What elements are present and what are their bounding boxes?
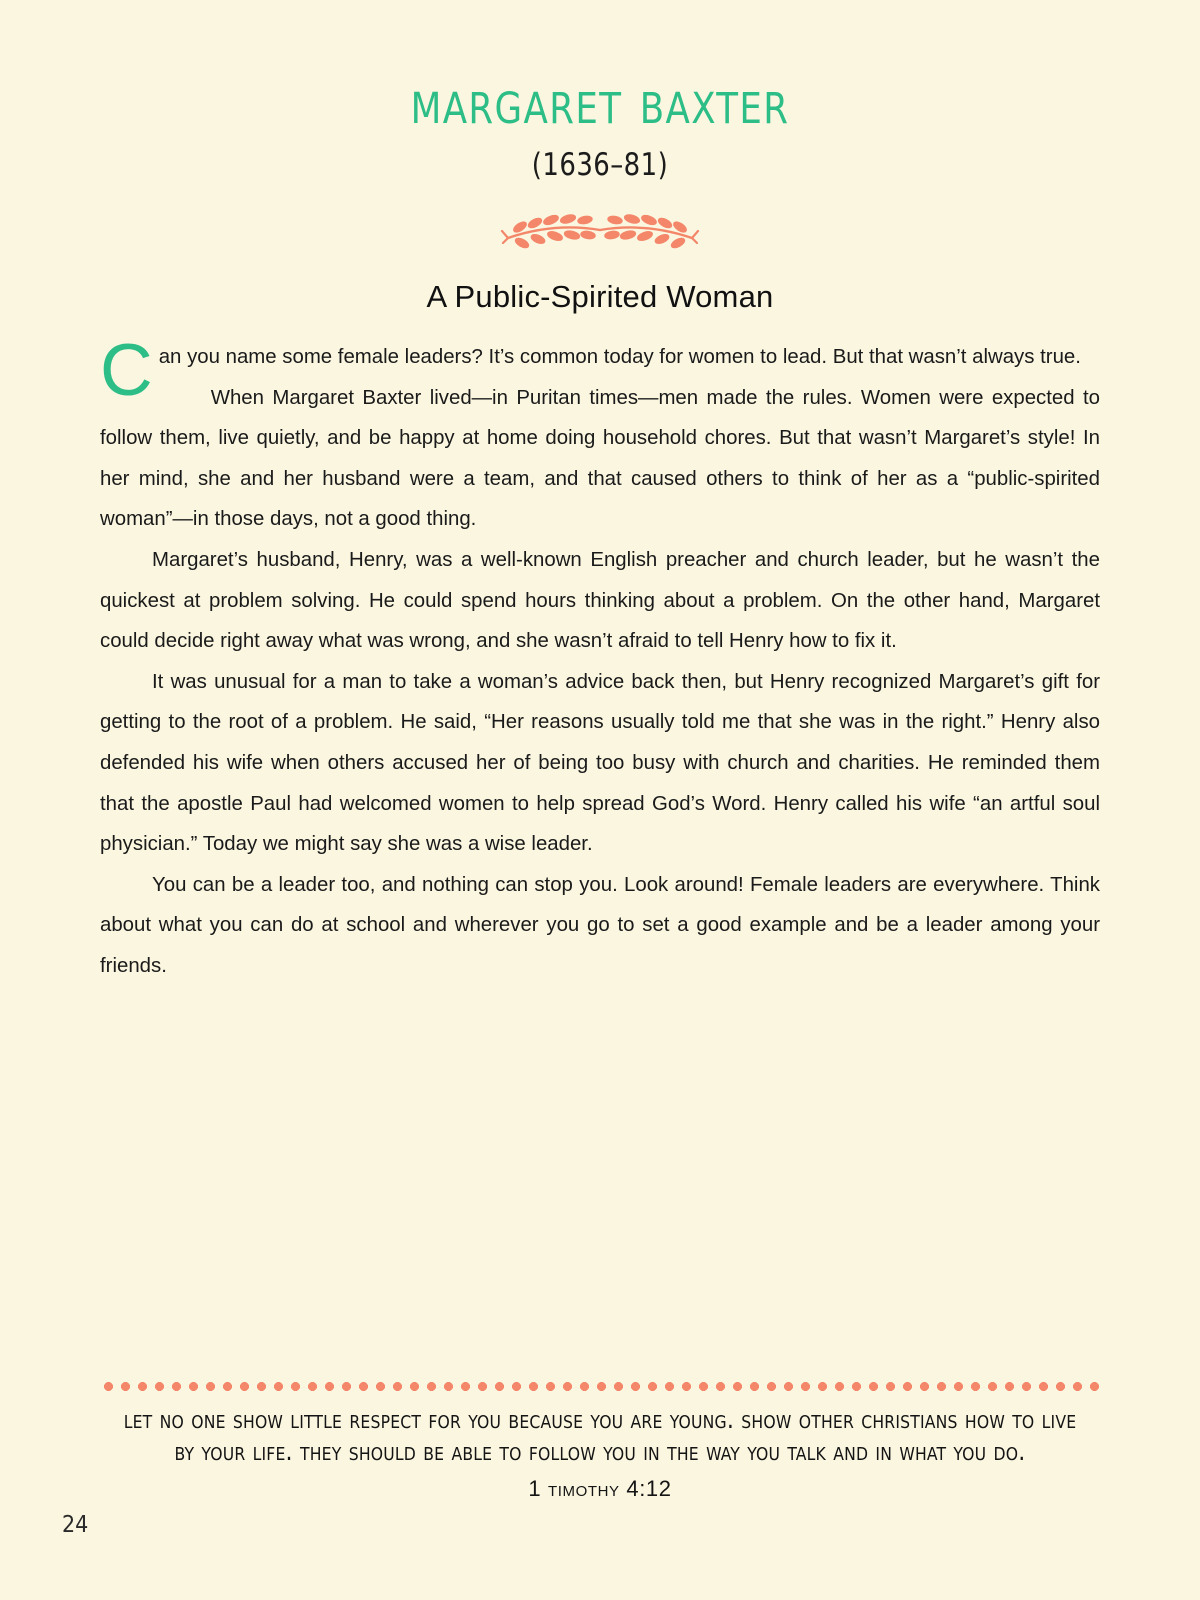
paragraph-2: When Margaret Baxter lived—in Puritan times—men made the rules. Women were expected to follow them, live quietly, and be happy at home doing household chores. But that wasn’t Margaret’s style! In her mind, she and her husband were a team, and that caused others to think of her as a “public-spirited woman”—in those days, not a good thing. [100, 386, 1100, 531]
verse-reference: 1 timothy 4:12 [528, 1476, 672, 1501]
drop-cap: C [100, 330, 153, 411]
page-header [0, 0, 1200, 315]
page-number: 24 [62, 1512, 89, 1538]
paragraph-1 [100, 330, 1100, 411]
page-footer [0, 1360, 1200, 1600]
page-title: margaret baxter [410, 67, 790, 138]
section-subtitle: A Public-Spirited Woman [426, 279, 774, 314]
verse-quote: let no one show little respect for you because you are young. show other christians how to live by your life. they should be able to follow you in the way you talk and in what you do. [123, 1405, 1077, 1467]
paragraph-1-text: an you name some female leaders? It’s common today for women to lead. But that wasn’t always true. [158, 346, 1081, 368]
chapter-dates: (1636–81) [531, 147, 669, 183]
article-body [100, 330, 1100, 987]
paragraph-3: Margaret’s husband, Henry, was a well-known English preacher and church leader, but he wasn’t the quickest at problem solving. He could spend hours thinking about a problem. On the other hand, Margaret could decide right away what was wrong, and she wasn’t afraid to tell Henry how to fix it. [100, 548, 1100, 653]
paragraph-5: You can be a leader too, and nothing can stop you. Look around! Female leaders are everywhere. Think about what you can do at school and wherever you go to set a good example and be a leader among your friends. [100, 873, 1100, 977]
dotted-rule-divider [100, 1382, 1100, 1391]
laurel-branch-ornament [500, 205, 700, 251]
paragraph-4: It was unusual for a man to take a woman’s advice back then, but Henry recognized Margaret’s gift for getting to the root of a problem. He said, “Her reasons usually told me that she was in the right.” Henry also defended his wife when others accused her of being too busy with church and charities. He reminded them that the apostle Paul had welcomed women to help spread God’s Word. Henry called his wife “an artful soul physician.” Today we might say she was a wise leader. [100, 670, 1100, 856]
